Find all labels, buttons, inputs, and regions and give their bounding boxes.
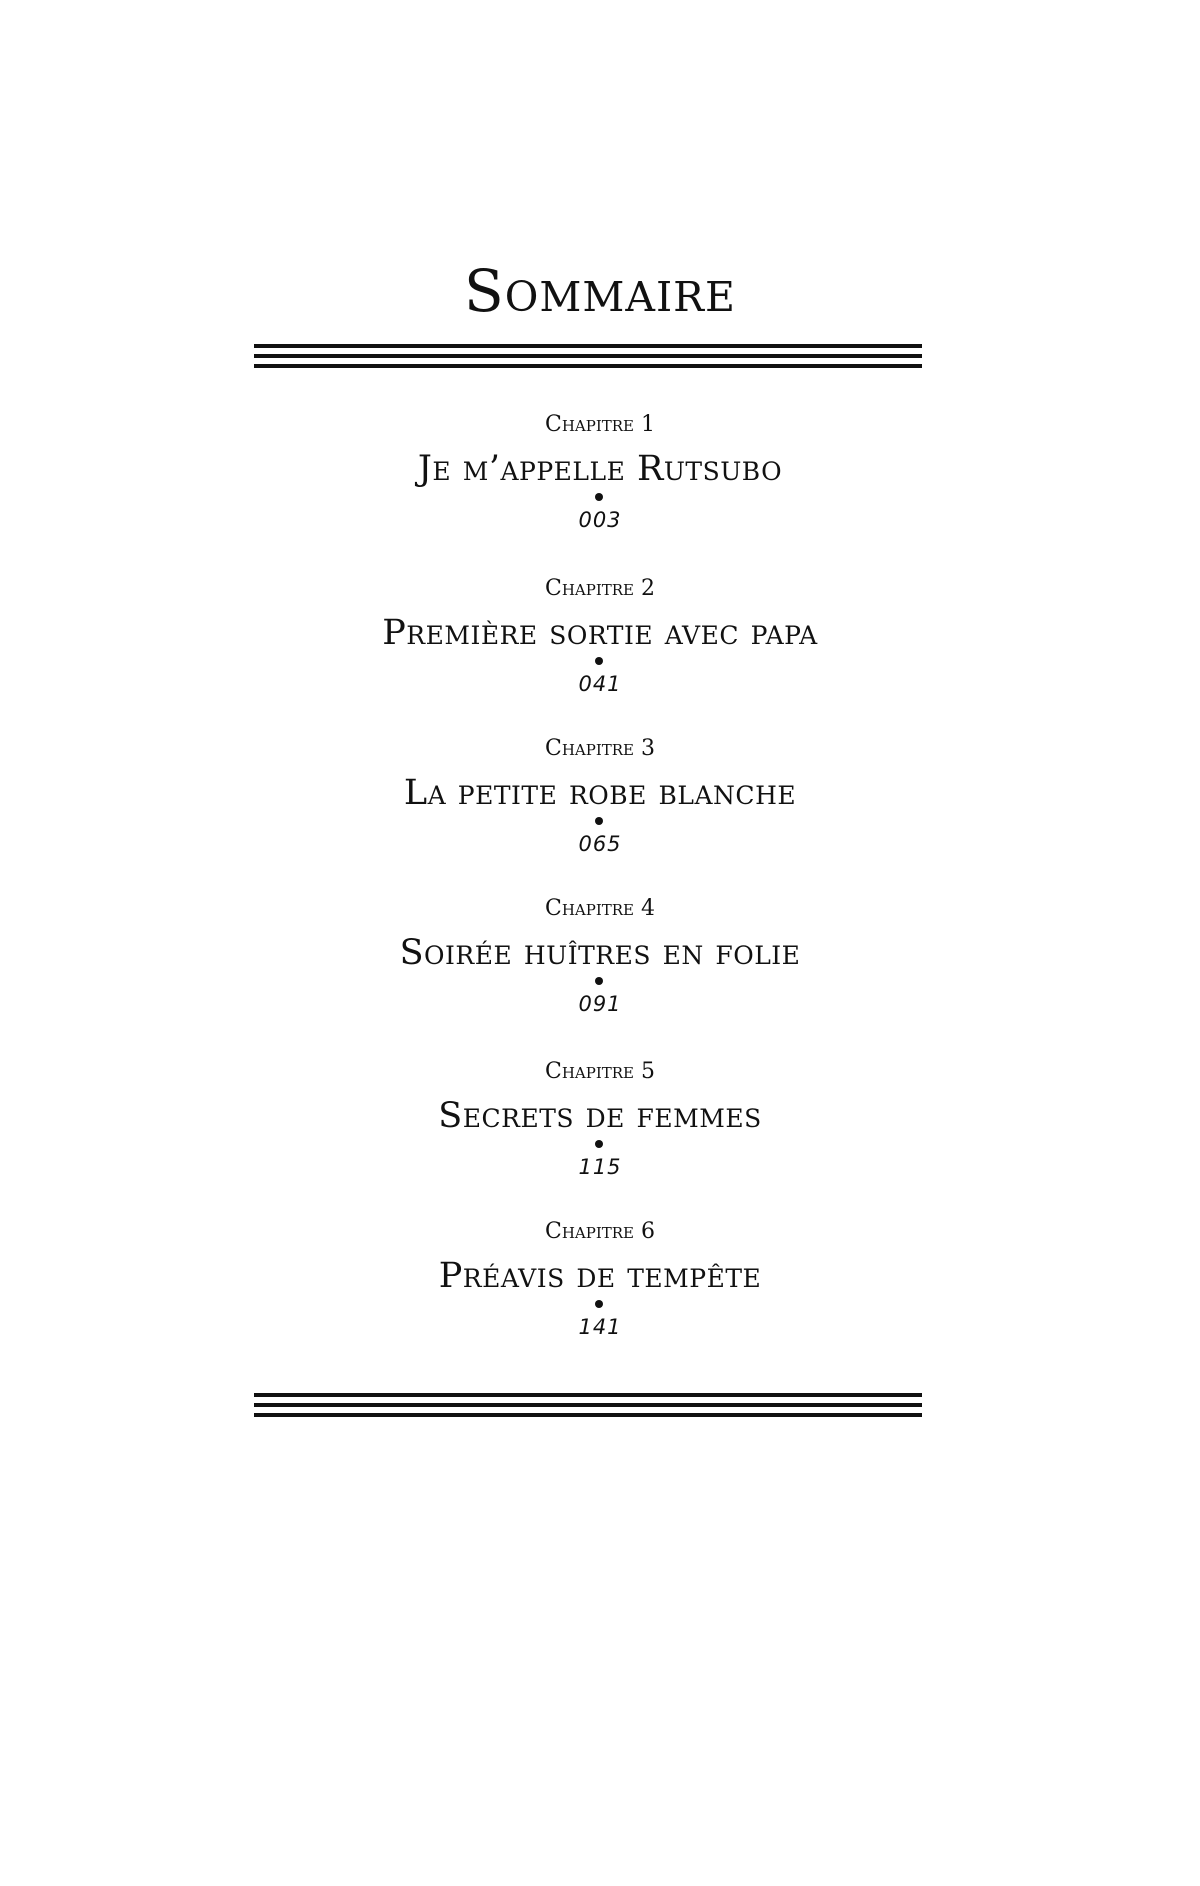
rule-line <box>254 344 922 348</box>
bullet-separator <box>595 977 603 985</box>
chapter-page-number: 091 <box>578 992 622 1016</box>
rule-line <box>254 354 922 358</box>
bullet-separator <box>595 1140 603 1148</box>
bullet-separator <box>595 1300 603 1308</box>
toc-entry-4[interactable] <box>0 897 1200 1027</box>
chapter-label: Chapitre 6 <box>544 1219 655 1244</box>
chapter-page-number: 041 <box>578 672 622 696</box>
page-title: Sommaire <box>464 257 736 325</box>
rule-line <box>254 364 922 368</box>
rule-line <box>254 1413 922 1417</box>
toc-entry-5[interactable] <box>0 1060 1200 1190</box>
chapter-page-number: 003 <box>578 508 622 532</box>
chapter-title: Je m’appelle Rutsubo <box>417 449 783 489</box>
top-triple-rule <box>254 344 922 368</box>
bullet-separator <box>595 657 603 665</box>
chapter-page-number: 065 <box>578 832 622 856</box>
chapter-title: Préavis de tempête <box>438 1256 762 1296</box>
chapter-page-number: 115 <box>578 1155 622 1179</box>
chapter-label: Chapitre 5 <box>544 1059 655 1084</box>
chapter-title: Secrets de femmes <box>438 1096 762 1136</box>
chapter-title: Soirée huîtres en folie <box>399 933 801 973</box>
toc-entry-6[interactable] <box>0 1220 1200 1350</box>
toc-entry-3[interactable] <box>0 737 1200 867</box>
toc-entry-2[interactable] <box>0 577 1200 707</box>
bullet-separator <box>595 817 603 825</box>
chapter-title: La petite robe blanche <box>403 773 797 813</box>
chapter-label: Chapitre 4 <box>544 896 655 921</box>
chapter-label: Chapitre 3 <box>544 736 655 761</box>
bottom-triple-rule <box>254 1393 922 1417</box>
rule-line <box>254 1393 922 1397</box>
chapter-label: Chapitre 2 <box>544 576 655 601</box>
bullet-separator <box>595 493 603 501</box>
chapter-label: Chapitre 1 <box>544 412 655 437</box>
toc-entry-1[interactable] <box>0 413 1200 543</box>
chapter-title: Première sortie avec papa <box>382 613 818 653</box>
rule-line <box>254 1403 922 1407</box>
chapter-page-number: 141 <box>578 1315 622 1339</box>
